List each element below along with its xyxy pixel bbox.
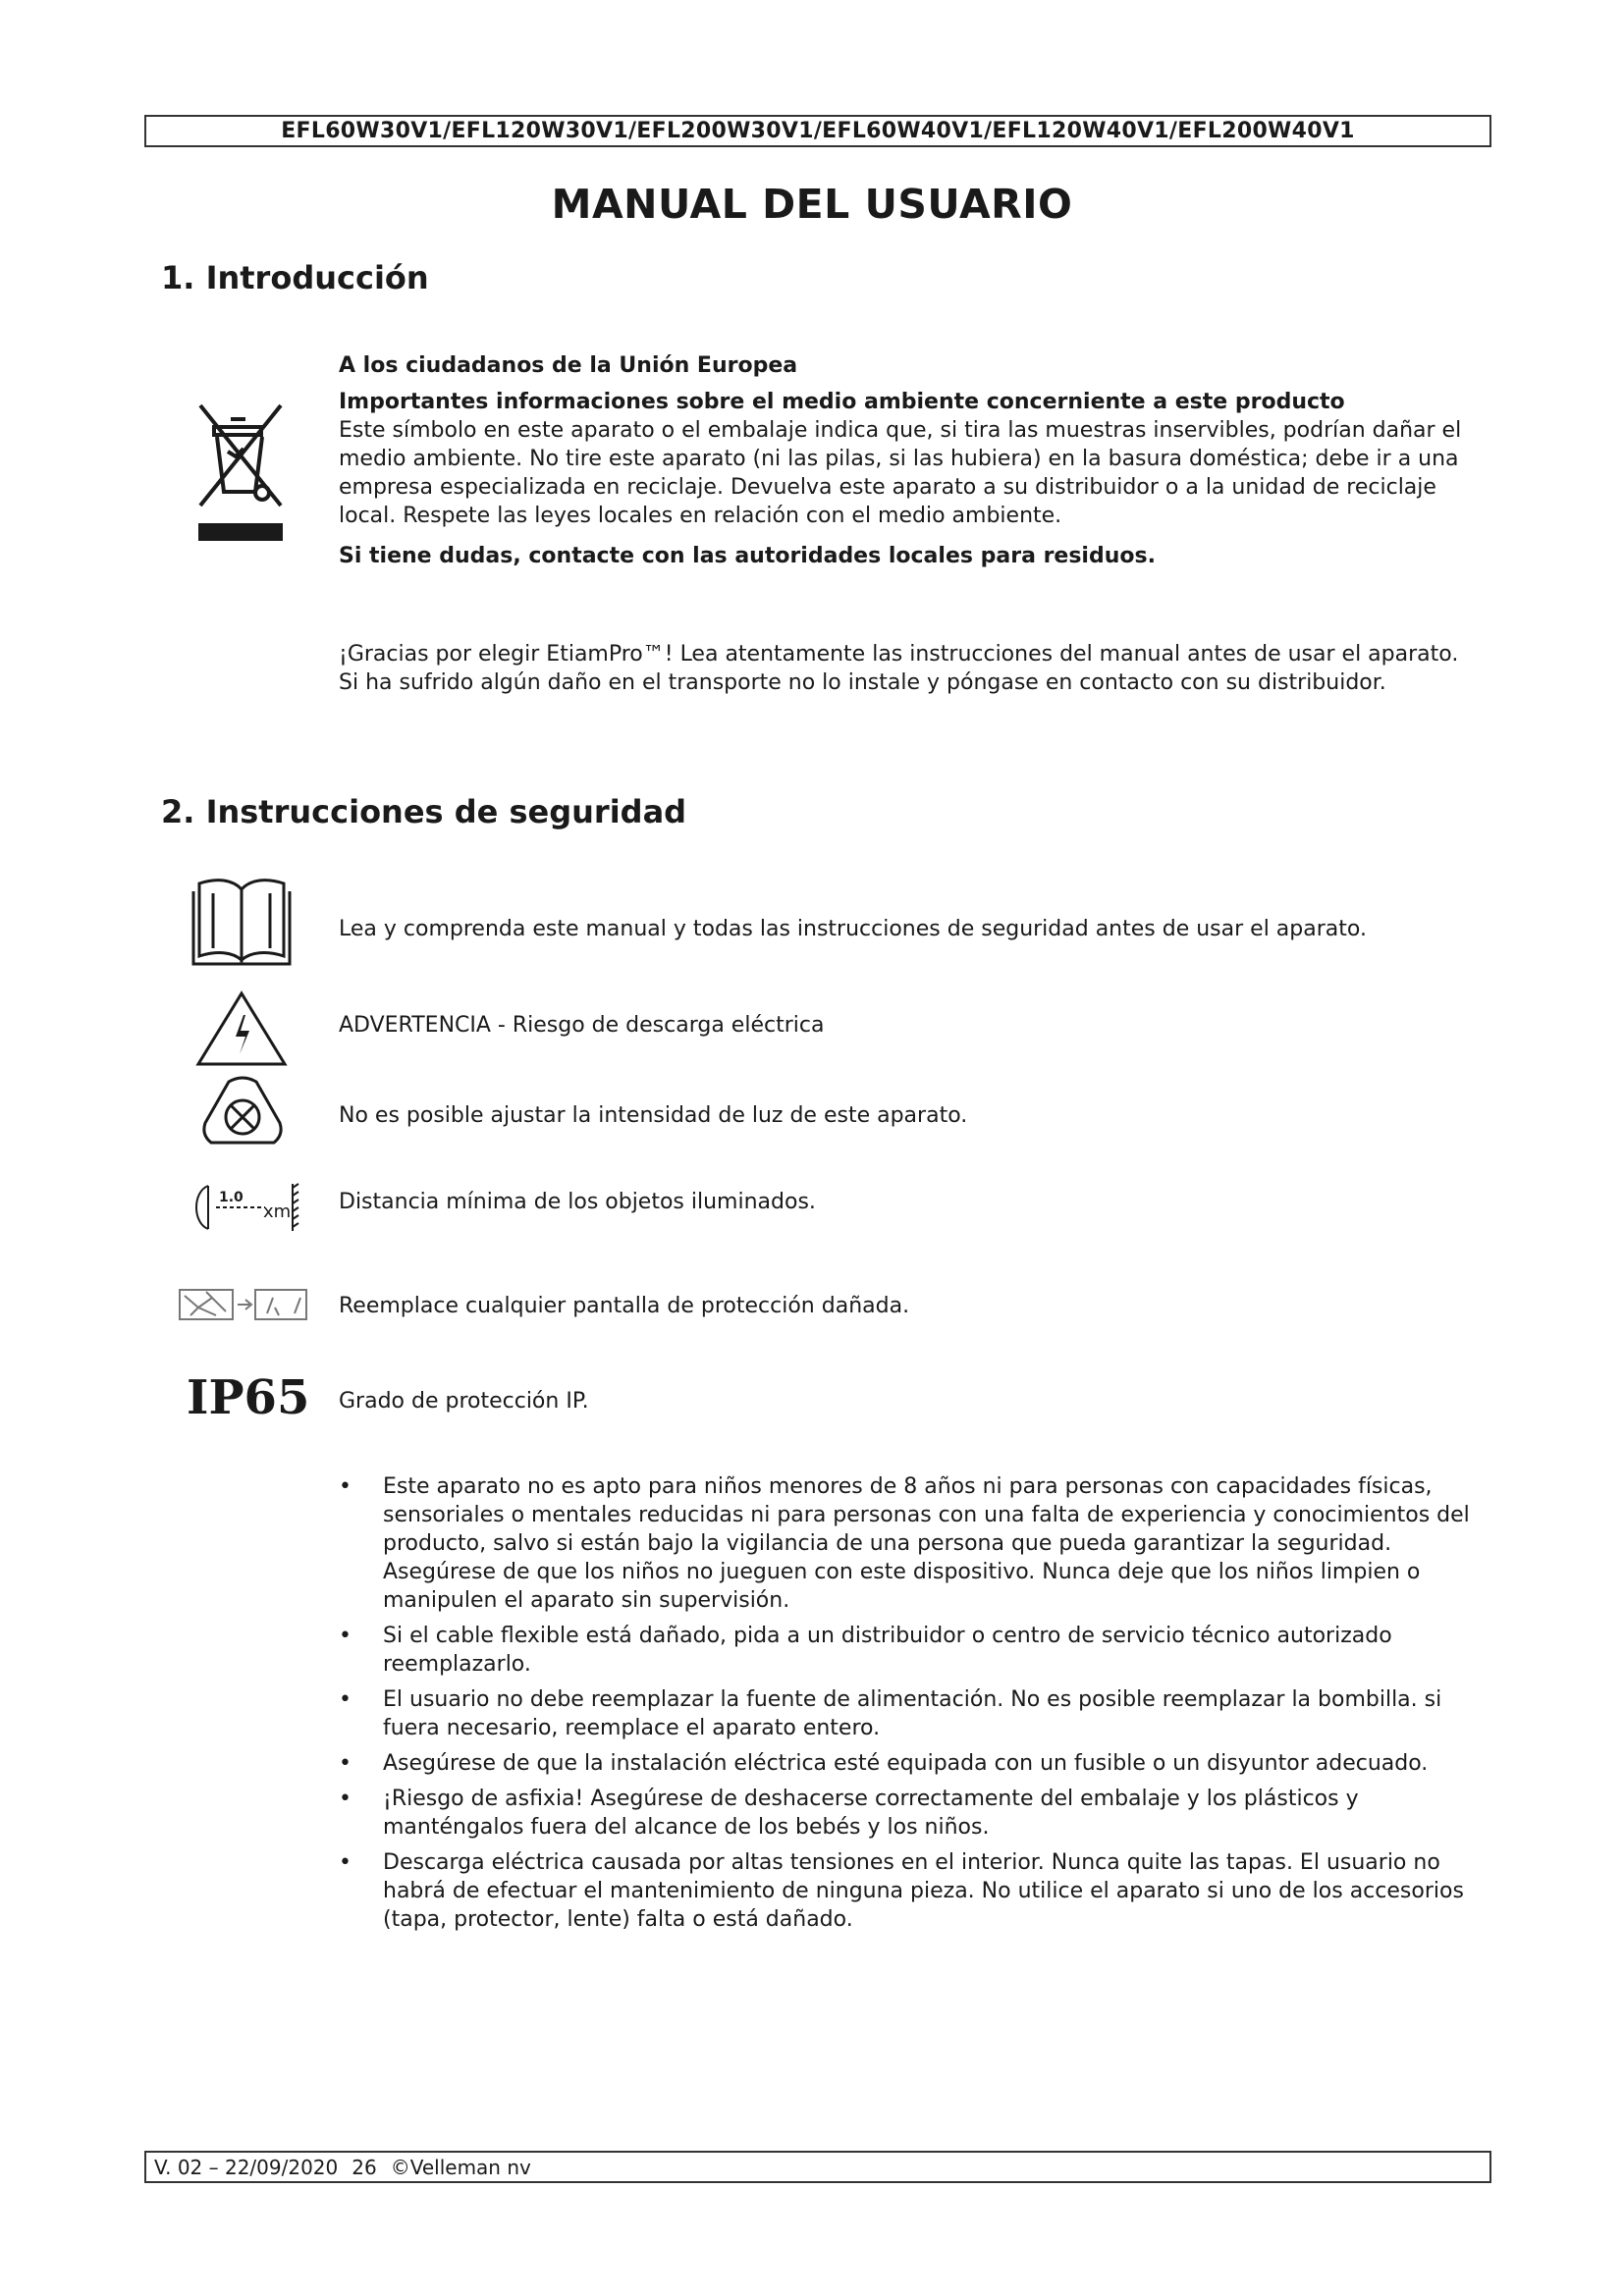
page-footer [144,2151,1491,2183]
symbol-text-ip: Grado de protección IP. [339,1389,589,1414]
eu-citizens-heading: A los ciudadanos de la Unión Europea [339,353,798,378]
environment-heading: Importantes informaciones sobre el medio ambiente concerniente a este producto [339,390,1345,414]
symbol-text-distance: Distancia mínima de los objetos iluminados. [339,1190,816,1214]
ip65-label: IP65 [187,1370,310,1425]
electric-shock-warning-icon [194,989,289,1068]
safety-bullet: • Asegúrese de que la instalación eléctrica esté equipada con un fusible o un disyuntor adecuado. [339,1749,1478,1778]
no-dimmer-icon [199,1074,286,1154]
safety-bullet-list [339,1472,1478,1941]
weee-notice [339,351,1468,570]
section-heading-introduction: 1. Introducción [161,259,429,296]
footer-page-number: 26 [352,2155,377,2179]
doubts-text: Si tiene dudas, contacte con las autoridades locales para residuos. [339,544,1156,568]
safety-bullet: • Si el cable flexible está dañado, pida a un distribuidor o centro de servicio técnico autorizado reemplazarlo. [339,1622,1478,1679]
model-numbers: EFL60W30V1/EFL120W30V1/EFL200W30V1/EFL60W40V1/EFL120W40V1/EFL200W40V1 [281,119,1355,143]
thanks-text: ¡Gracias por elegir EtiamPro™! Lea atentamente las instrucciones del manual antes de usar el aparato. Si ha sufrido algún daño en el transporte no lo instale y póngase en contacto con su distribuidor. [339,642,1459,695]
thanks-paragraph [339,640,1468,697]
safety-bullet: • Este aparato no es apto para niños menores de 8 años ni para personas con capacidades físicas, sensoriales o mentales reducidas ni para personas con una falta de experiencia y conocimientos del producto, salvo si están bajo la vigilancia de una persona que pueda garantizar la seguridad. Asegúrese de que los niños no jueguen con este dispositivo. Nunca deje que los niños limpien o manipulen el aparato sin supervisión. [339,1472,1478,1615]
manual-book-icon [189,874,294,968]
weee-bin-icon [187,398,295,550]
symbol-text-shock: ADVERTENCIA - Riesgo de descarga eléctrica [339,1013,825,1038]
symbol-text-manual: Lea y comprenda este manual y todas las instrucciones de seguridad antes de usar el aparato. [339,917,1367,941]
replace-shield-icon [177,1286,309,1325]
section-heading-safety: 2. Instrucciones de seguridad [161,793,687,830]
distance-unit: xm [263,1201,292,1222]
footer-version: V. 02 – 22/09/2020 [154,2155,339,2179]
safety-bullet: • El usuario no debe reemplazar la fuente de alimentación. No es posible reemplazar la bombilla. si fuera necesario, reemplace el aparato entero. [339,1685,1478,1742]
safety-bullet: • ¡Riesgo de asfixia! Asegúrese de deshacerse correctamente del embalaje y los plásticos y manténgalos fuera del alcance de los bebés y los niños. [339,1785,1478,1842]
model-header [144,115,1491,147]
distance-value: 1.0 [219,1190,244,1205]
symbol-text-dimmer: No es posible ajustar la intensidad de luz de este aparato. [339,1103,968,1128]
page-title: MANUAL DEL USUARIO [551,181,1073,228]
environment-text: Este símbolo en este aparato o el embalaje indica que, si tira las muestras inservibles, podrían dañar el medio ambiente. No tire este aparato (ni las pilas, si las hubiera) en la basura doméstica; debe ir a una empresa especializada en reciclaje. Devuelva este aparato a su distribuidor o a la unidad de reciclaje local. Respete las leyes locales en relación con el medio ambiente. [339,418,1462,528]
symbol-text-shield: Reemplace cualquier pantalla de protección dañada. [339,1294,910,1318]
minimum-distance-icon [189,1178,308,1237]
footer-copyright: ©Velleman nv [390,2155,531,2179]
safety-bullet: • Descarga eléctrica causada por altas tensiones en el interior. Nunca quite las tapas. El usuario no habrá de efectuar el mantenimiento de ninguna pieza. No utilice el aparato si uno de los accesorios (tapa, protector, lente) falta o está dañado. [339,1848,1478,1934]
